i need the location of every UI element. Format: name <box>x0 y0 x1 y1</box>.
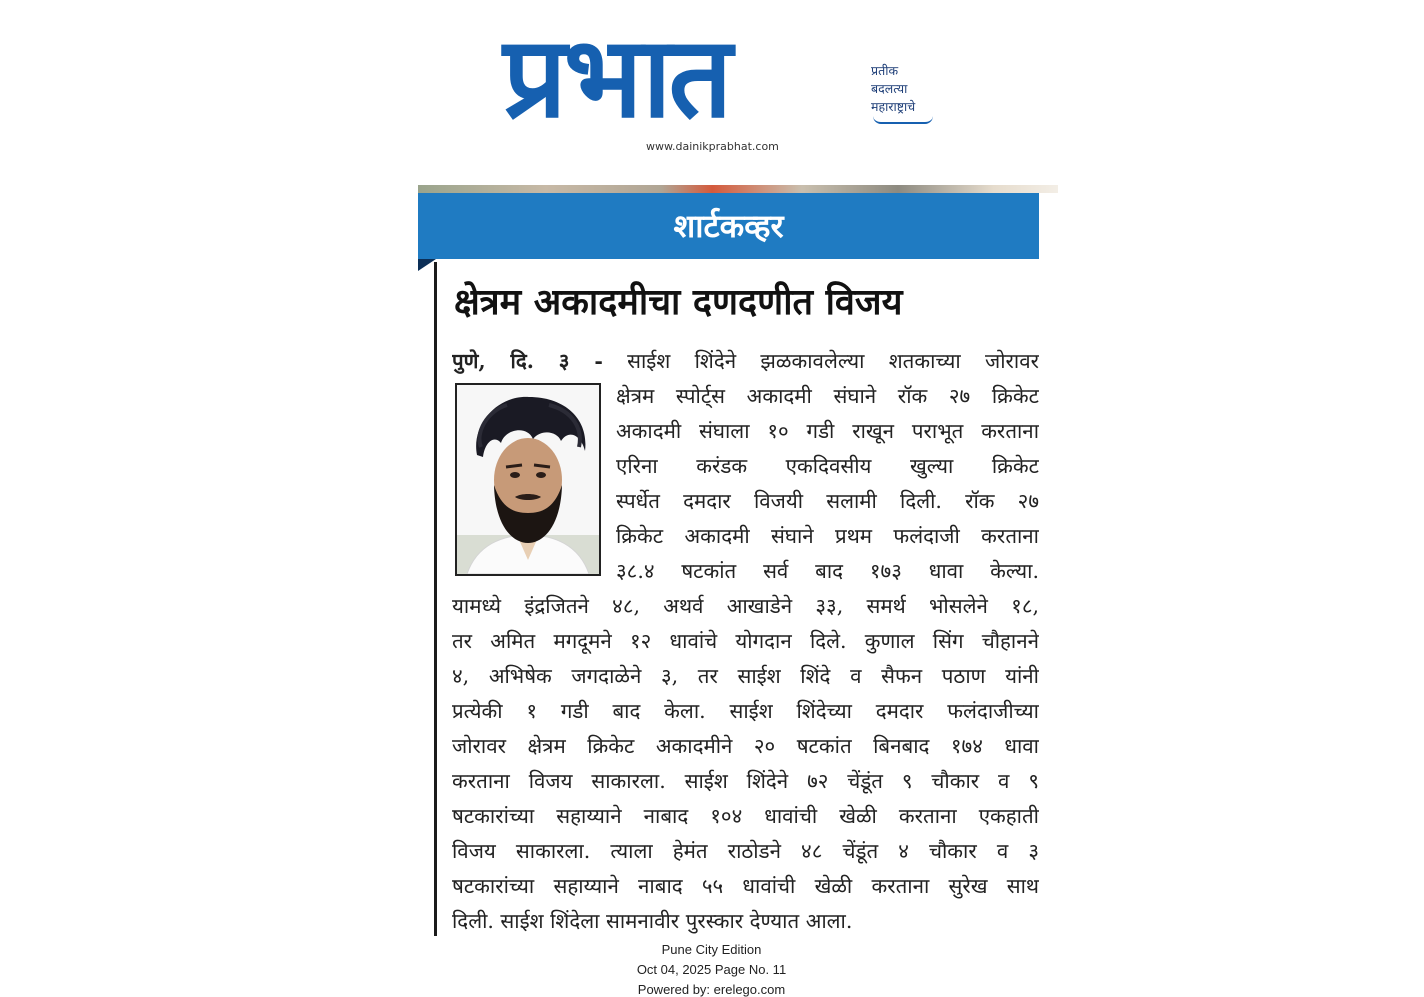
swoosh-icon <box>873 116 933 124</box>
tagline-line-3: महाराष्ट्राचे <box>871 99 916 114</box>
epaper-footer <box>560 940 863 997</box>
dateline: पुणे, दि. ३ - <box>452 349 603 373</box>
article-line-17: दिली. साईश शिंदेला सामनावीर पुरस्कार देण्यात आला. <box>452 909 853 933</box>
newspaper-logo[interactable]: प्रभात <box>503 13 730 143</box>
article-line-11: प्रत्येकी १ गडी बाद केला. साईश शिंदेच्या दमदार फलंदाजीच्या <box>452 699 1039 723</box>
article-headline: क्षेत्रम अकादमीचा दणदणीत विजय <box>454 282 903 323</box>
article-line-5: स्पर्धेत दमदार विजयी सलामी दिली. रॉक २७ <box>616 489 1039 513</box>
article-line-16: षटकारांच्या सहाय्याने नाबाद ५५ धावांची खेळी करताना सुरेख साथ <box>452 874 1039 898</box>
section-banner <box>418 193 1039 259</box>
article-line-1 <box>452 344 1039 379</box>
article-line-13: करताना विजय साकारला. साईश शिंदेने ७२ चेंडूंत ९ चौकार व ९ <box>452 769 1039 793</box>
article-line-12: जोरावर क्षेत्रम क्रिकेट अकादमीने २० षटकांत बिनबाद १७४ धावा <box>452 734 1039 758</box>
bearded-man-portrait-icon <box>457 385 599 574</box>
article-line-7: ३८.४ षटकांत सर्व बाद १७३ धावा केल्या. <box>616 559 1039 583</box>
tagline-line-1: प्रतीक <box>871 63 899 78</box>
date-page-label: Oct 04, 2025 Page No. 11 <box>636 962 787 977</box>
article-line-4: एरिना करंडक एकदिवसीय खुल्या क्रिकेट <box>616 454 1039 478</box>
article-line-2: क्षेत्रम स्पोर्ट्स अकादमी संघाने रॉक २७ क्रिकेट <box>616 384 1039 408</box>
masthead <box>503 13 943 160</box>
edition-label: Pune City Edition <box>661 942 762 957</box>
tagline-line-2: बदलत्या <box>871 81 908 96</box>
photo-strip-fragment <box>418 185 1058 193</box>
website-link[interactable]: www.dainikprabhat.com <box>646 140 779 153</box>
column-rule <box>434 262 437 936</box>
logo-tagline <box>871 62 915 116</box>
article-line-8: यामध्ये इंद्रजितने ४८, अथर्व आखाडेने ३३, समर्थ भोसलेने १८, <box>452 594 1039 618</box>
powered-by-link[interactable]: Powered by: erelego.com <box>637 982 786 997</box>
article-line-3: अकादमी संघाला १० गडी राखून पराभूत करताना <box>616 419 1039 443</box>
article-line-15: विजय साकारला. त्याला हेमंत राठोडने ४८ चेंडूंत ४ चौकार व ३ <box>452 839 1039 863</box>
article-line-14: षटकारांच्या सहाय्याने नाबाद १०४ धावांची खेळी करताना एकहाती <box>452 804 1039 828</box>
section-title: शार्टकव्हर <box>673 207 784 245</box>
article-line-9: तर अमित मगदूमने १२ धावांचे योगदान दिले. कुणाल सिंग चौहानने <box>452 629 1039 653</box>
article-line-6: क्रिकेट अकादमी संघाने प्रथम फलंदाजी करताना <box>616 524 1039 548</box>
article-line-1-text: साईश शिंदेने झळकावलेल्या शतकाच्या जोरावर <box>627 349 1039 373</box>
article-line-10: ४, अभिषेक जगदाळेने ३, तर साईश शिंदे व सैफन पठाण यांनी <box>452 664 1039 688</box>
player-photo <box>455 383 601 576</box>
